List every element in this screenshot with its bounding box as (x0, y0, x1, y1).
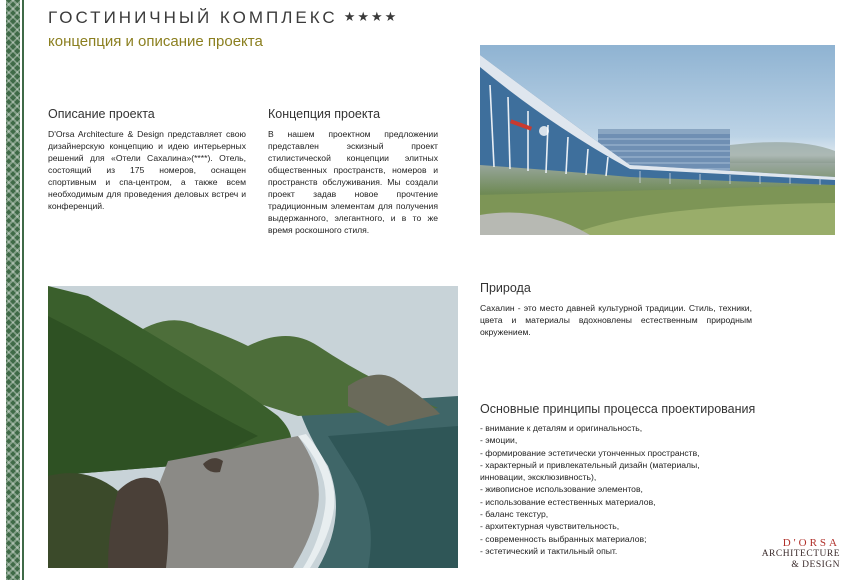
list-item: - эстетический и тактильный опыт. (480, 545, 618, 556)
star-rating: ★★★★ (343, 9, 399, 24)
concept-section (268, 107, 438, 236)
description-text: D'Orsa Architecture & Design представляет свою дизайнерскую концепцию и идею интерьерных решений для «Отели Сахалина»(****). Отель, состоящий из 175 номеров, оснащен спортивным и спа-центром, а также всем необходимым для проведения деловых встреч и конференций. (48, 129, 246, 211)
concept-text: В нашем проектном предложении представлен эскизный проект стилистической концепции элитных общественных пространств, номеров и пространств обслуживания. Мы создали проект задав новое прочтение традиционным элементам для получения выдержанного, элегантного, и в то же время роскошного стиля. (268, 129, 438, 235)
decorative-border (6, 0, 20, 580)
principles-section (480, 402, 780, 557)
principles-list (480, 422, 780, 557)
list-item: инновации, эксклюзивность), (480, 472, 597, 483)
nature-heading: Природа (480, 281, 531, 295)
description-section (48, 107, 246, 212)
list-item: - архитектурная чувствительность, (480, 521, 620, 532)
list-item: - баланс текстур, (480, 509, 549, 520)
list-item: - эмоции, (480, 435, 518, 446)
logo-architecture: ARCHITECTURE (761, 549, 840, 559)
nature-text: Сахалин - это место давней культурной традиции. Стиль, техники, цвета и материалы вдохновлены естественным природным окружением. (480, 303, 752, 337)
list-item: - внимание к деталям и оригинальность, (480, 423, 643, 433)
logo-brand: D'ORSA (782, 537, 840, 549)
concept-heading: Концепция проекта (268, 107, 381, 121)
hotel-render-image (480, 45, 835, 235)
page-subtitle: концепция и описание проекта (48, 33, 263, 50)
nature-section (480, 281, 752, 338)
description-heading: Описание проекта (48, 107, 155, 121)
title-text: ГОСТИНИЧНЫЙ КОМПЛЕКС (48, 8, 338, 27)
page-title (48, 8, 398, 28)
coastline-photo (48, 286, 458, 568)
logo-design: & DESIGN (791, 560, 840, 570)
list-item: - использование естественных материалов, (480, 496, 656, 507)
company-logo (745, 538, 840, 571)
list-item: - современность выбранных материалов; (480, 533, 647, 544)
list-item: - формирование эстетически утонченных пространств, (480, 447, 700, 458)
principles-heading: Основные принципы процесса проектирования (480, 402, 756, 416)
list-item: - характерный и привлекательный дизайн (материалы, (480, 459, 700, 470)
list-item: - живописное использование элементов, (480, 484, 643, 495)
